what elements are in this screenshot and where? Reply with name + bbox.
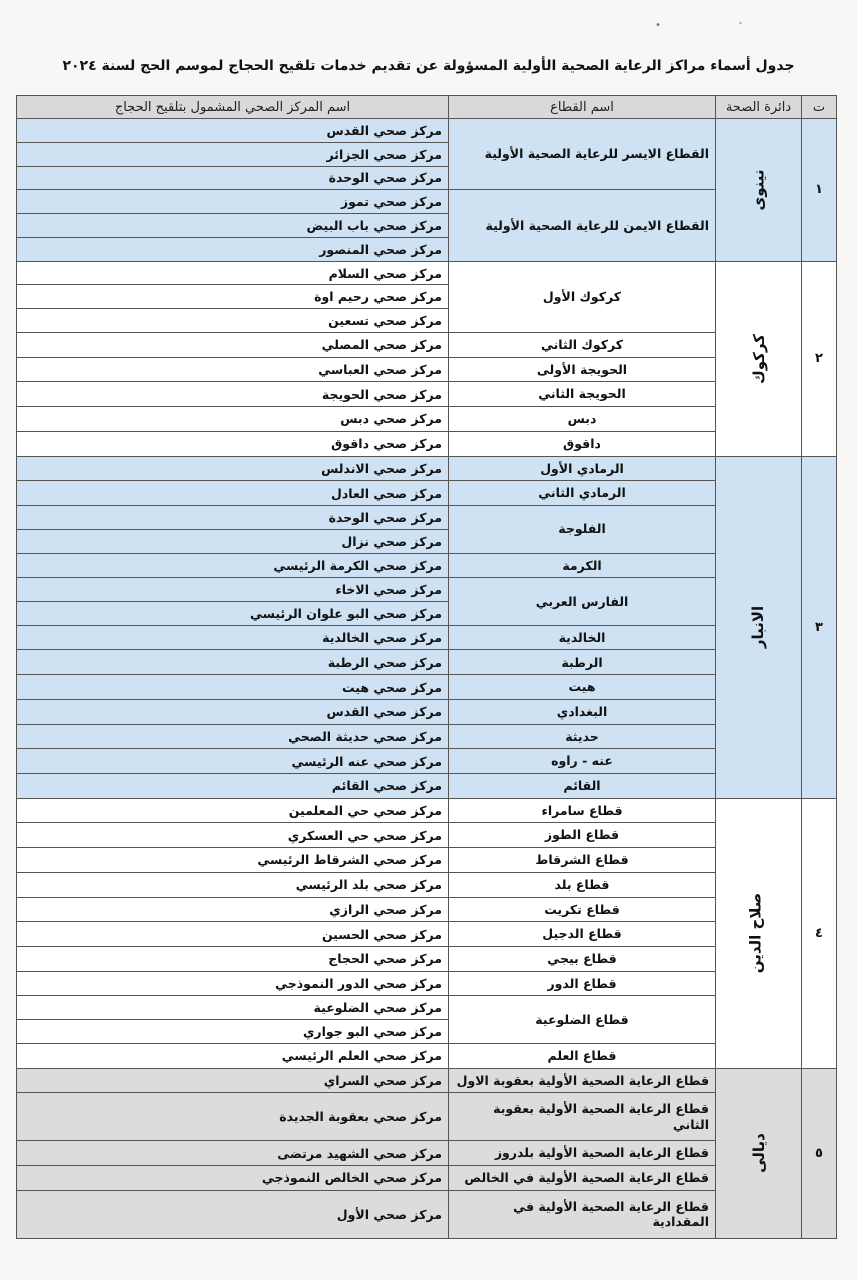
header-center: اسم المركز الصحي المشمول بتلقيح الحجاج bbox=[17, 96, 449, 119]
sector-cell: القائم bbox=[449, 774, 716, 799]
sector-cell: قطاع العلم bbox=[449, 1043, 716, 1068]
header-department: دائرة الصحة bbox=[716, 96, 802, 119]
table-row bbox=[17, 357, 837, 382]
table-row bbox=[17, 578, 837, 602]
sector-cell: الحويجة الأولى bbox=[449, 357, 716, 382]
center-cell: مركز صحي تموز bbox=[17, 190, 449, 214]
center-cell: مركز صحي الأول bbox=[17, 1190, 449, 1238]
center-cell: مركز صحي القدس bbox=[17, 119, 449, 143]
table-row bbox=[17, 675, 837, 700]
sector-cell: قطاع الشرقاط bbox=[449, 848, 716, 873]
sector-cell: الفارس العربي bbox=[449, 578, 716, 626]
department-cell bbox=[716, 798, 802, 1068]
scan-speck: ˇ bbox=[738, 22, 743, 33]
sector-cell: هيت bbox=[449, 675, 716, 700]
center-cell: مركز صحي العادل bbox=[17, 481, 449, 506]
sector-cell: قطاع الرعاية الصحية الأولية بعقوبة الثاني bbox=[449, 1093, 716, 1141]
center-cell: مركز صحي المنصور bbox=[17, 237, 449, 261]
center-cell: مركز صحي البو جواري bbox=[17, 1020, 449, 1044]
department-cell bbox=[716, 456, 802, 798]
sector-cell: الرطبة bbox=[449, 650, 716, 675]
sector-cell: الكرمة bbox=[449, 553, 716, 578]
center-cell: مركز صحي حي المعلمين bbox=[17, 798, 449, 823]
sector-cell: القطاع الايمن للرعاية الصحية الأولية bbox=[449, 190, 716, 261]
sector-cell: البغدادي bbox=[449, 699, 716, 724]
header-sector: اسم القطاع bbox=[449, 96, 716, 119]
center-cell: مركز صحي هيت bbox=[17, 675, 449, 700]
sector-cell: قطاع الدجيل bbox=[449, 922, 716, 947]
center-cell: مركز صحي السلام bbox=[17, 261, 449, 285]
sector-cell: قطاع تكريت bbox=[449, 897, 716, 922]
table-row bbox=[17, 407, 837, 432]
center-cell: مركز صحي الجزائر bbox=[17, 142, 449, 166]
table-row bbox=[17, 190, 837, 214]
table-row bbox=[17, 333, 837, 358]
table-row bbox=[17, 774, 837, 799]
table-row bbox=[17, 1043, 837, 1068]
center-cell: مركز صحي الحجاج bbox=[17, 946, 449, 971]
center-cell: مركز صحي بعقوبة الجديدة bbox=[17, 1093, 449, 1141]
sector-cell: قطاع سامراء bbox=[449, 798, 716, 823]
sector-cell: الرمادي الثاني bbox=[449, 481, 716, 506]
sector-cell: داقوق bbox=[449, 431, 716, 456]
sector-cell: قطاع بيجي bbox=[449, 946, 716, 971]
center-cell: مركز صحي الشهيد مرتضى bbox=[17, 1141, 449, 1166]
center-cell: مركز صحي البو علوان الرئيسي bbox=[17, 602, 449, 626]
table-row bbox=[17, 553, 837, 578]
table-row bbox=[17, 848, 837, 873]
table-row bbox=[17, 996, 837, 1020]
center-cell: مركز صحي باب البيض bbox=[17, 214, 449, 238]
center-cell: مركز صحي الكرمة الرئيسي bbox=[17, 553, 449, 578]
center-cell: مركز صحي رحيم اوة bbox=[17, 285, 449, 309]
center-cell: مركز صحي الاخاء bbox=[17, 578, 449, 602]
department-cell bbox=[716, 119, 802, 262]
seq-cell: ٣ bbox=[802, 456, 837, 798]
center-cell: مركز صحي القائم bbox=[17, 774, 449, 799]
sector-cell: قطاع الرعاية الصحية الأولية بلدروز bbox=[449, 1141, 716, 1166]
sector-cell: حديثة bbox=[449, 724, 716, 749]
center-cell: مركز صحي عنه الرئيسي bbox=[17, 749, 449, 774]
center-cell: مركز صحي الدور النموذجي bbox=[17, 971, 449, 996]
table-body bbox=[17, 119, 837, 1239]
center-cell: مركز صحي حي العسكري bbox=[17, 823, 449, 848]
table-row bbox=[17, 1165, 837, 1190]
center-cell: مركز صحي تسعين bbox=[17, 309, 449, 333]
sector-cell: قطاع الرعاية الصحية الأولية بعقوبة الاول bbox=[449, 1068, 716, 1093]
header-seq: ت bbox=[802, 96, 837, 119]
table-row bbox=[17, 922, 837, 947]
sector-cell: قطاع الضلوعية bbox=[449, 996, 716, 1044]
center-cell: مركز صحي السراي bbox=[17, 1068, 449, 1093]
table-row bbox=[17, 431, 837, 456]
center-cell: مركز صحي الوحدة bbox=[17, 505, 449, 529]
page-title: جدول أسماء مراكز الرعاية الصحية الأولية المسؤولة عن تقديم خدمات تلقيح الحجاج لموسم الحج لسنة ٢٠٢٤ bbox=[62, 58, 795, 74]
sector-cell: الرمادي الأول bbox=[449, 456, 716, 481]
seq-cell: ٥ bbox=[802, 1068, 837, 1238]
department-label: نينوى bbox=[749, 169, 768, 211]
center-cell: مركز صحي داقوق bbox=[17, 431, 449, 456]
center-cell: مركز صحي بلد الرئيسي bbox=[17, 872, 449, 897]
sector-cell: قطاع الرعاية الصحية الأولية في المقدادية bbox=[449, 1190, 716, 1238]
table-row bbox=[17, 798, 837, 823]
table-row bbox=[17, 505, 837, 529]
table-row bbox=[17, 625, 837, 650]
table-row bbox=[17, 749, 837, 774]
sector-cell: الفلوجة bbox=[449, 505, 716, 553]
center-cell: مركز صحي الشرقاط الرئيسي bbox=[17, 848, 449, 873]
sector-cell: الحويجة الثاني bbox=[449, 382, 716, 407]
center-cell: مركز صحي المصلي bbox=[17, 333, 449, 358]
table-row bbox=[17, 1190, 837, 1238]
sector-cell: دبس bbox=[449, 407, 716, 432]
hajj-vaccination-centers-table bbox=[16, 95, 837, 1239]
center-cell: مركز صحي الرطبة bbox=[17, 650, 449, 675]
seq-cell: ٢ bbox=[802, 261, 837, 456]
table-row bbox=[17, 456, 837, 481]
center-cell: مركز صحي الوحدة bbox=[17, 166, 449, 190]
department-label: ديالى bbox=[749, 1133, 768, 1174]
table-row bbox=[17, 699, 837, 724]
table-row bbox=[17, 724, 837, 749]
sector-cell: قطاع الطوز bbox=[449, 823, 716, 848]
sector-cell: القطاع الايسر للرعاية الصحية الأولية bbox=[449, 119, 716, 190]
table-row bbox=[17, 946, 837, 971]
table-row bbox=[17, 823, 837, 848]
table-row bbox=[17, 119, 837, 143]
table-row bbox=[17, 1068, 837, 1093]
center-cell: مركز صحي الرازي bbox=[17, 897, 449, 922]
center-cell: مركز صحي العلم الرئيسي bbox=[17, 1043, 449, 1068]
table-row bbox=[17, 650, 837, 675]
center-cell: مركز صحي القدس bbox=[17, 699, 449, 724]
center-cell: مركز صحي دبس bbox=[17, 407, 449, 432]
center-cell: مركز صحي الضلوعية bbox=[17, 996, 449, 1020]
table-row bbox=[17, 872, 837, 897]
table-row bbox=[17, 261, 837, 285]
center-cell: مركز صحي نزال bbox=[17, 529, 449, 553]
table-row bbox=[17, 1141, 837, 1166]
sector-cell: كركوك الثاني bbox=[449, 333, 716, 358]
center-cell: مركز صحي حديثة الصحي bbox=[17, 724, 449, 749]
seq-cell: ٤ bbox=[802, 798, 837, 1068]
center-cell: مركز صحي الخالص النموذجي bbox=[17, 1165, 449, 1190]
table-row bbox=[17, 971, 837, 996]
table-row bbox=[17, 481, 837, 506]
table-row bbox=[17, 382, 837, 407]
center-cell: مركز صحي العباسي bbox=[17, 357, 449, 382]
department-cell bbox=[716, 261, 802, 456]
center-cell: مركز صحي الخالدية bbox=[17, 625, 449, 650]
sector-cell: عنه - راوه bbox=[449, 749, 716, 774]
table-header-row bbox=[17, 96, 837, 119]
seq-cell: ١ bbox=[802, 119, 837, 262]
department-label: الانبار bbox=[749, 605, 768, 649]
sector-cell: قطاع بلد bbox=[449, 872, 716, 897]
table-row bbox=[17, 897, 837, 922]
sector-cell: قطاع الدور bbox=[449, 971, 716, 996]
center-cell: مركز صحي الحسين bbox=[17, 922, 449, 947]
sector-cell: قطاع الرعاية الصحية الأولية في الخالص bbox=[449, 1165, 716, 1190]
sector-cell: كركوك الأول bbox=[449, 261, 716, 332]
table-row bbox=[17, 1093, 837, 1141]
sector-cell: الخالدية bbox=[449, 625, 716, 650]
department-label: كركوك bbox=[749, 333, 768, 384]
department-label: صلاح الدين bbox=[745, 892, 764, 974]
scan-speck: • bbox=[655, 20, 661, 31]
center-cell: مركز صحي الاندلس bbox=[17, 456, 449, 481]
department-cell bbox=[716, 1068, 802, 1238]
center-cell: مركز صحي الحويجة bbox=[17, 382, 449, 407]
